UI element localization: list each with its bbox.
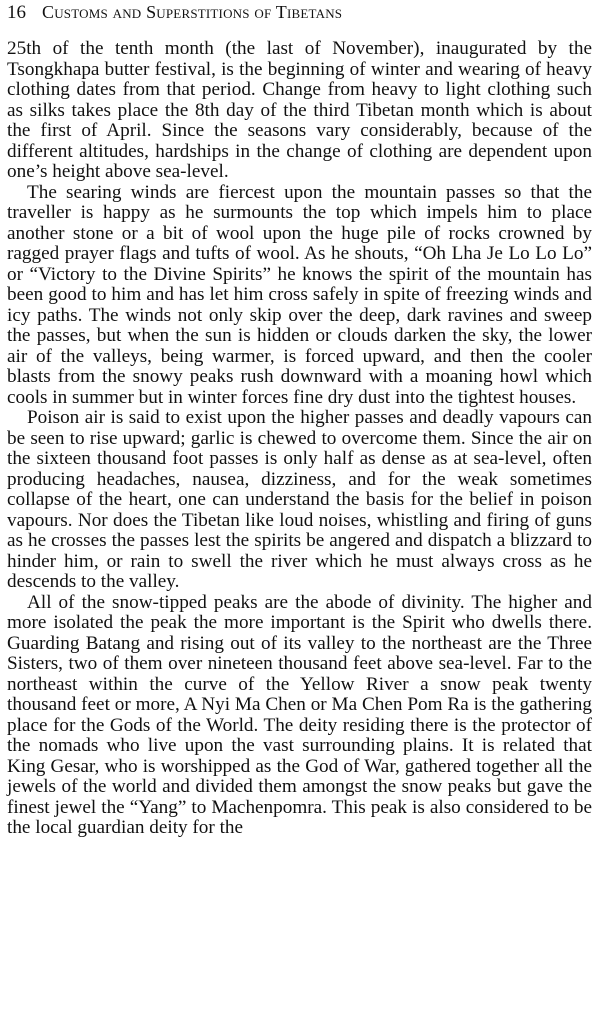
paragraph-snow-peaks: All of the snow-tipped peaks are the abode of divinity. The higher and more isolated the peak the more important is the Spirit who dwells there. Guarding Batang and rising out of its valley to the northeast are the Three Sisters, two of them over nineteen thousand feet above sea-level. Far to the northeast within the curve of the Yellow River a snow peak twenty thousand feet or more, A Nyi Ma Chen or Ma Chen Pom Ra is the gathering place for the Gods of the World. The deity residing there is the protector of the nomads who live upon the vast surrounding plains. It is related that King Gesar, who is worshipped as the God of War, gathered together all the jewels of the world and divided them amongst the snow peaks but gave the finest jewel the “Yang” to Machenpomra. This peak is also considered to be the local guardian deity for the — [7, 591, 592, 838]
body-text — [7, 39, 592, 839]
running-title: Customs and Superstitions of Tibetans — [42, 2, 343, 22]
paragraph-clothing-seasons: 25th of the tenth month (the last of November), inaugurated by the Tsongkhapa butter festival, is the beginning of winter and wearing of heavy clothing dates from that period. Change from heavy to light clothing such as silks takes place the 8th day of the third Tibetan month which is about the first of April. Since the seasons vary considerably, because of the different altitudes, hardships in the change of clothing are dependent upon one’s height above sea-level. — [7, 38, 592, 182]
page-number: 16 — [7, 2, 26, 23]
paragraph-poison-air: Poison air is said to exist upon the higher passes and deadly vapours can be seen to rise upward; garlic is chewed to overcome them. Since the air on the sixteen thousand foot passes is only half as dense as at sea-level, often producing headaches, nausea, dizziness, and for the weak sometimes collapse of the heart, one can understand the basis for the belief in poison vapours. Nor does the Tibetan like loud noises, whistling and firing of guns as he crosses the passes lest the spirits be angered and dispatch a blizzard to hinder him, or rain to swell the river which he must always cross as he descends to the valley. — [7, 407, 592, 592]
book-page — [7, 0, 592, 839]
paragraph-mountain-winds: The searing winds are fiercest upon the mountain passes so that the traveller is happy as he surmounts the top which impels him to place another stone or a bit of wool upon the huge pile of rocks crowned by ragged prayer flags and tufts of wool. As he shouts, “Oh Lha Je Lo Lo Lo” or “Victory to the Divine Spirits” he knows the spirit of the mountain has been good to him and has let him cross safely in spite of freezing winds and icy paths. The winds not only skip over the deep, dark ravines and sweep the passes, but when the sun is hidden or clouds darken the sky, the lower air of the valleys, being warmer, is forced upward, and then the cooler blasts from the snowy peaks rush downward with a moaning howl which cools in summer but in winter forces fine dry dust into the tightest houses. — [7, 181, 592, 408]
running-head — [7, 0, 592, 32]
